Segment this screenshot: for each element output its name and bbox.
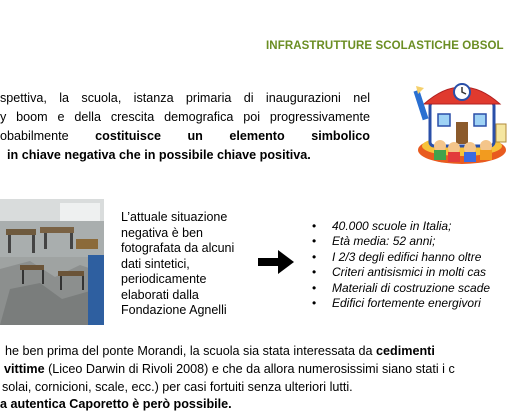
bottom-line: solai, cornicioni, scale, ecc.) per casi fortuiti senza ulteriori lutti. [2,380,353,394]
bullet-icon: • [312,296,317,311]
list-item: • Edifici fortemente energivori [312,296,481,311]
page-title: INFRASTRUTTURE SCOLASTICHE OBSOL [266,40,504,52]
caption-line: fotografata da alcuni [121,241,235,255]
list-item: • 40.000 scuole in Italia; [312,219,452,233]
intro-line: spettiva, la scuola, istanza primaria di inaugurazioni nel [0,91,370,105]
caption-line: L’attuale situazione [121,210,228,224]
intro-text: obabilmente [0,129,96,143]
bullet-icon: • [312,249,317,264]
intro-bold-text: in chiave negativa che in possibile chiave positiva. [7,148,311,162]
caption-line: periodicamente [121,272,207,286]
intro-paragraph [0,89,370,165]
caption-line: elaborati dalla [121,287,199,302]
bottom-line: he ben prima del ponte Morandi, la scuola sia stata interessata da cedimenti [5,344,435,358]
list-item: • I 2/3 degli edifici hanno oltre [312,249,482,264]
arrow-right-icon [258,250,294,274]
bullet-icon: • [312,234,317,249]
list-item: • Età media: 52 anni; [312,234,436,249]
stats-list [312,219,490,311]
bottom-line: vittime (Liceo Darwin di Rivoli 2008) e che da allora numerosissimi siano stati i c [4,362,455,376]
school-illustration [412,72,510,172]
list-item: • Materiali di costruzione scade [312,280,491,295]
caption-line: Fondazione Agnelli [121,303,227,317]
bullet-icon: • [312,219,317,233]
list-item: • Criteri antisismici in molti cas [312,265,487,280]
bullet-icon: • [312,265,317,280]
caption-block [121,210,234,319]
intro-line [0,127,370,146]
intro-line: y boom e della crescita demografica poi progressivamente [0,110,370,124]
bottom-line: a autentica Caporetto è però possibile. [0,397,232,411]
caption-line: dati sintetici, [121,256,190,271]
intro-line [0,146,370,165]
classroom-photo [0,199,104,325]
bullet-icon: • [312,280,317,295]
intro-bold-text: costituisce un elemento simbolico [95,129,370,143]
caption-line: negativa è ben [121,225,204,240]
